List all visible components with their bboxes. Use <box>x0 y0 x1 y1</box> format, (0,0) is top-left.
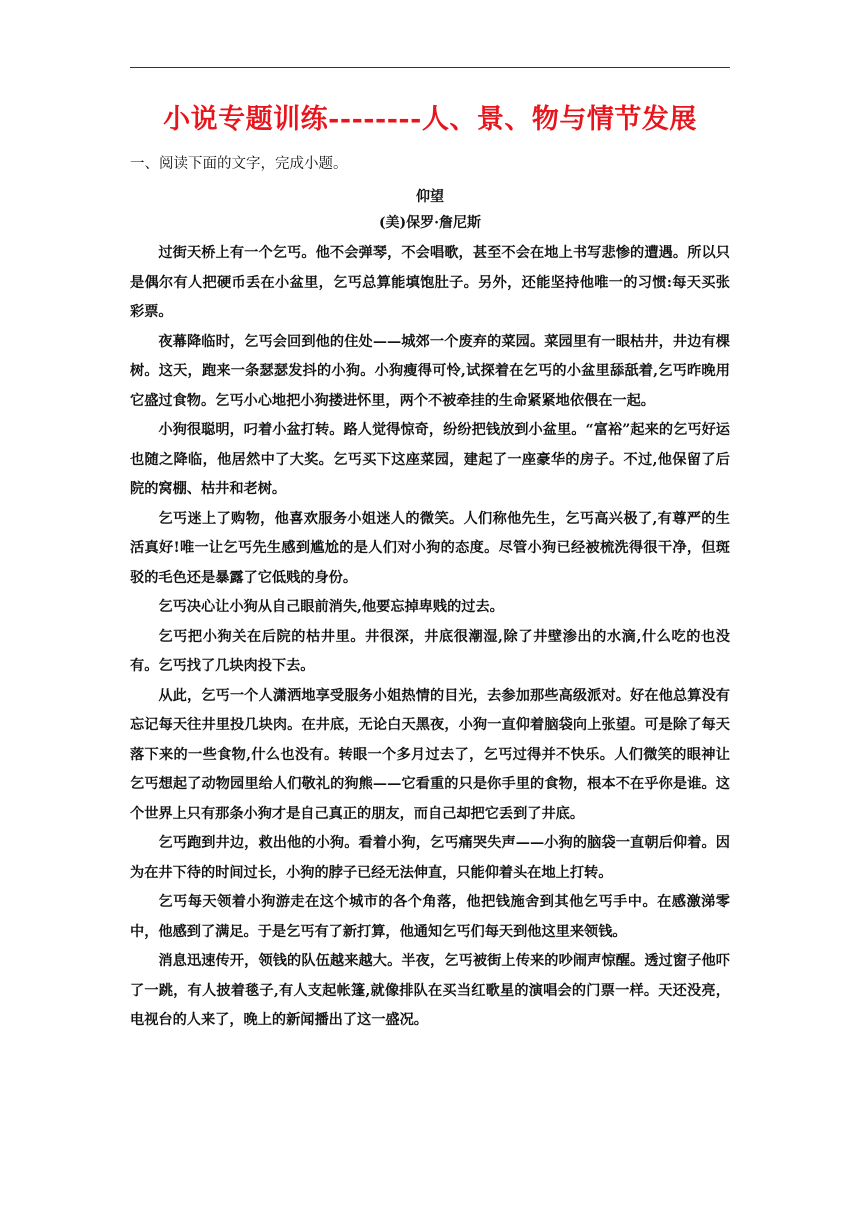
story-paragraph: 乞丐每天领着小狗游走在这个城市的各个角落，他把钱施舍到其他乞丐手中。在感激涕零中，他感到了满足。于是乞丐有了新打算，他通知乞丐们每天到他这里来领钱。 <box>130 894 730 940</box>
story-paragraph: 乞丐把小狗关在后院的枯井里。井很深，井底很潮湿,除了井壁渗出的水滴,什么吃的也没有。乞丐找了几块肉投下去。 <box>130 628 730 674</box>
header-rule <box>130 67 730 68</box>
story-paragraph: 乞丐决心让小狗从自己眼前消失,他要忘掉卑贱的过去。 <box>158 599 504 615</box>
story-paragraph: 消息迅速传开，领钱的队伍越来越大。半夜，乞丐被街上传来的吵闹声惊醒。透过窗子他吓了一跳，有人披着毯子,有人支起帐篷,就像排队在买当红歌星的演唱会的门票一样。天还没亮，电视台的人来了，晚上的新闻播出了这一盛况。 <box>130 953 730 1028</box>
document-title: 小说专题训练--------人、景、物与情节发展 <box>163 104 697 135</box>
story-paragraph: 夜幕降临时，乞丐会回到他的住处——城郊一个废弃的菜园。菜园里有一眼枯井，井边有棵树。这天，跑来一条瑟瑟发抖的小狗。小狗瘦得可怜,试探着在乞丐的小盆里舔舐着,乞丐昨晚用它盛过食物。乞丐小心地把小狗搂进怀里，两个不被牵挂的生命紧紧地依偎在一起。 <box>130 333 730 409</box>
story-paragraph: 小狗很聪明，叼着小盆打转。路人觉得惊奇，纷纷把钱放到小盆里。“富裕”起来的乞丐好运也随之降临，他居然中了大奖。乞丐买下这座菜园，建起了一座豪华的房子。不过,他保留了后院的窝棚、枯井和老树。 <box>130 422 730 497</box>
story-paragraph: 乞丐跑到井边，救出他的小狗。看着小狗，乞丐痛哭失声——小狗的脑袋一直朝后仰着。因为在井下待的时间过长，小狗的脖子已经无法伸直，只能仰着头在地上打转。 <box>130 835 730 881</box>
story-paragraph: 过街天桥上有一个乞丐。他不会弹琴，不会唱歌，甚至不会在地上书写悲惨的遭遇。所以只是偶尔有人把硬币丢在小盆里，乞丐总算能填饱肚子。另外，还能坚持他唯一的习惯:每天买张彩票。 <box>130 245 730 320</box>
story-body <box>130 239 730 1036</box>
story-author: (美)保罗·詹尼斯 <box>378 215 482 231</box>
question-instruction: 一、阅读下面的文字，完成小题。 <box>130 156 348 172</box>
story-paragraph: 乞丐迷上了购物，他喜欢服务小姐迷人的微笑。人们称他先生，乞丐高兴极了,有尊严的生活真好!唯一让乞丐先生感到尴尬的是人们对小狗的态度。尽管小狗已经被梳洗得很干净，但斑驳的毛色还是暴露了它低贱的身份。 <box>130 510 730 586</box>
story-paragraph: 从此，乞丐一个人潇洒地享受服务小姐热情的目光，去参加那些高级派对。好在他总算没有忘记每天往井里投几块肉。在井底，无论白天黑夜，小狗一直仰着脑袋向上张望。可是除了每天落下来的一些食物,什么也没有。转眼一个多月过去了，乞丐过得并不快乐。人们微笑的眼神让乞丐想起了动物园里给人们敬礼的狗熊——它看重的只是你手里的食物，根本不在乎你是谁。这个世界上只有那条小狗才是自己真正的朋友，而自己却把它丢到了井底。 <box>130 687 730 822</box>
story-title: 仰望 <box>416 189 444 205</box>
